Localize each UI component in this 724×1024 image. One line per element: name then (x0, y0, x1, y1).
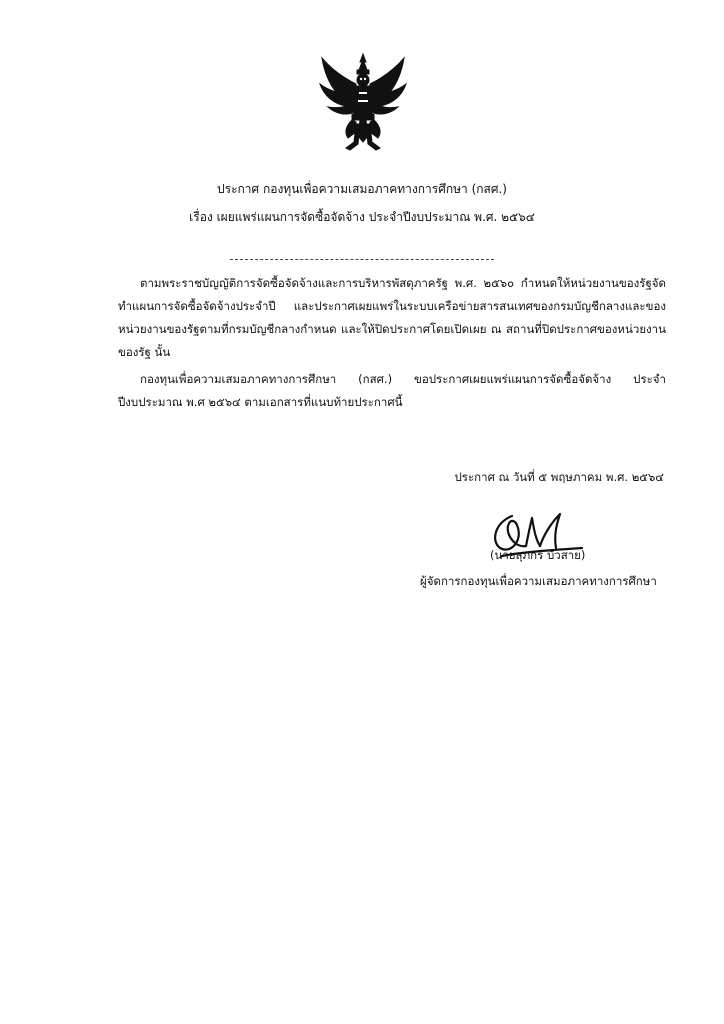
body-paragraph-2: กองทุนเพื่อความเสมอภาคทางการศึกษา (กสศ.) ขอประกาศเผยแพร่แผนการจัดซื้อจัดจ้าง ประจำปีงบประมาณ พ.ศ ๒๕๖๔ ตามเอกสารที่แนบท้ายประกาศนี้ (118, 372, 666, 409)
signer-name: (นายสุภกร บัวสาย) (490, 548, 586, 562)
signer-position: ผู้จัดการกองทุนเพื่อความเสมอภาคทางการศึกษา (420, 574, 657, 588)
garuda-emblem-icon (316, 52, 410, 154)
announcement-subject: เรื่อง เผยแพร่แผนการจัดซื้อจัดจ้าง ประจำปีงบประมาณ พ.ศ. ๒๕๖๔ (189, 210, 535, 224)
announcement-date: ประกาศ ณ วันที่ ๕ พฤษภาคม พ.ศ. ๒๕๖๔ (454, 470, 664, 484)
announcement-title: ประกาศ กองทุนเพื่อความเสมอภาคทางการศึกษา (กสศ.) (217, 182, 507, 196)
body-paragraph-1: ตามพระราชบัญญัติการจัดซื้อจัดจ้างและการบริหารพัสดุภาครัฐ พ.ศ. ๒๕๖๐ กำหนดให้หน่วยงานของรัฐจัดทำแผนการจัดซื้อจัดจ้างประจำปี และประกาศเผยแพร่ในระบบเครือข่ายสารสนเทศของกรมบัญชีกลางและของหน่วยงานของรัฐตามที่กรมบัญชีกลางกำหนด และให้ปิดประกาศโดยเปิดเผย ณ สถานที่ปิดประกาศของหน่วยงานของรัฐ นั้น (118, 276, 666, 359)
divider-line (230, 259, 494, 260)
